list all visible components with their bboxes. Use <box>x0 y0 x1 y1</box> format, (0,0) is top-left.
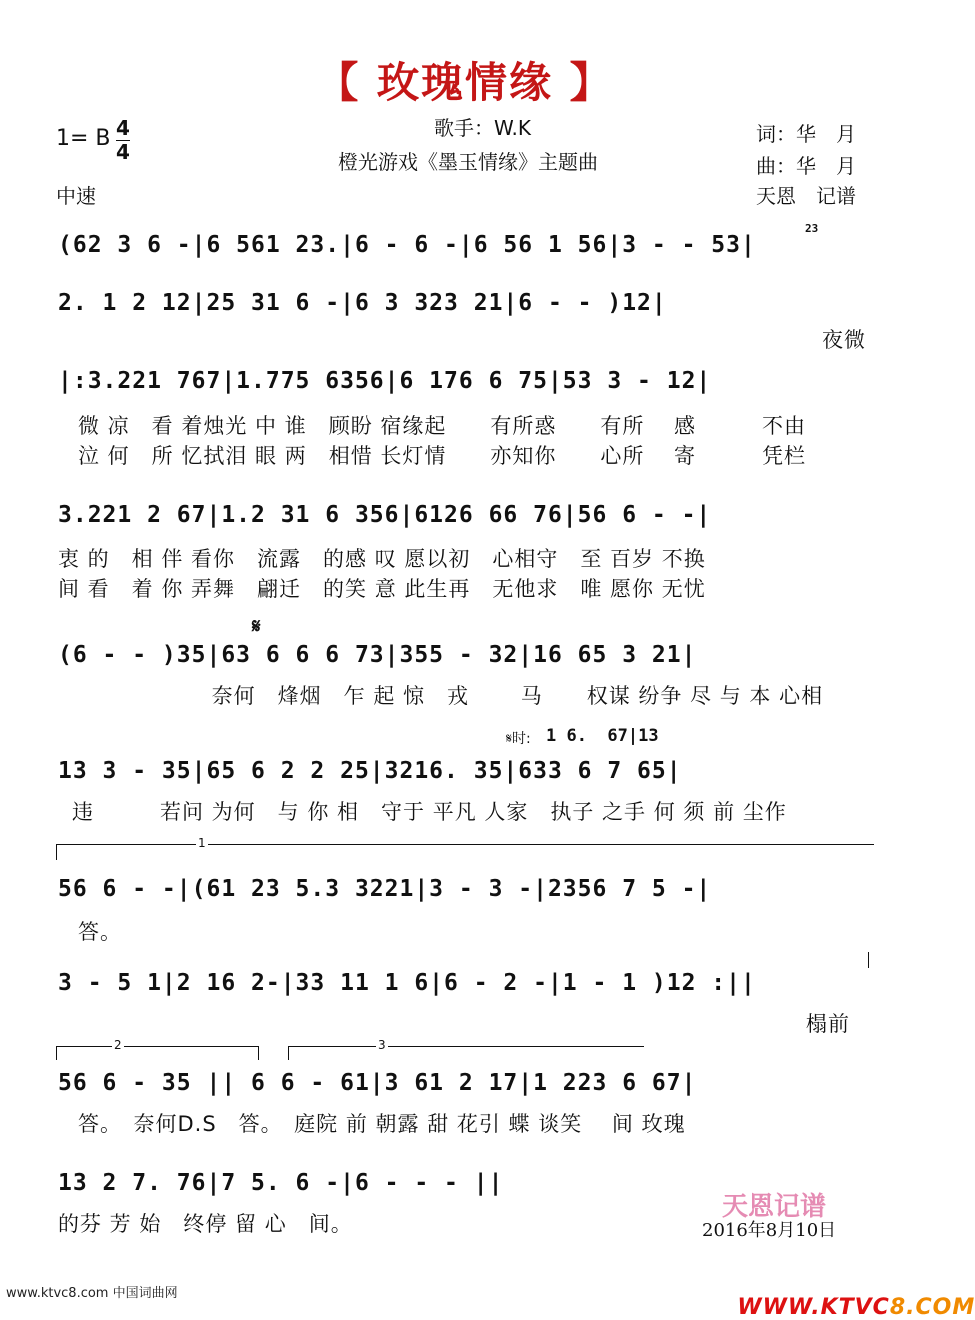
notation-row: 13 2 7. 76|7 5. 6 -|6 - - - || <box>58 1170 504 1196</box>
subtitle: 橙光游戏《墨玉情缘》主题曲 <box>338 150 598 174</box>
notation-row: (6 - - )35|63 6 6 6 73|355 - 32|16 65 3 21| <box>58 642 697 668</box>
lyric-line: 奈何 烽烟 乍 起 惊 戎 马 权谋 纷争 尽 与 本 心相 <box>116 684 824 708</box>
lyric-line: 违 若问 为何 与 你 相 守于 平凡 人家 执子 之手 何 须 前 尘作 <box>72 800 787 824</box>
site-text: www.ktvc8.com 中国词曲网 <box>6 1286 178 1301</box>
volta-number: 2 <box>114 1038 122 1052</box>
volta-bracket <box>258 1046 259 1060</box>
volta-number: 3 <box>378 1038 386 1052</box>
notation-row: |:3.221 767|1.775 6356|6 176 6 75|53 3 - 12| <box>58 368 712 394</box>
notation-row: 3 - 5 1|2 16 2-|33 11 1 6|6 - 2 -|1 - 1 )12 :|| <box>58 970 756 996</box>
composer-credit: 曲：华 月 <box>756 154 856 178</box>
time-signature-top: 4 <box>116 116 130 140</box>
site-logo <box>720 1270 975 1320</box>
lyric-line: 的芬 芳 始 终停 留 心 间。 <box>58 1212 353 1236</box>
logo-accent: 8.COM <box>889 1295 975 1320</box>
lyric-line: 泣 何 所 忆拭泪 眼 两 相惜 长灯情 亦知你 心所 寄 凭栏 <box>78 444 807 468</box>
notation-row: 2. 1 2 12|25 31 6 -|6 3 323 21|6 - - )12| <box>58 290 667 316</box>
song-title: 【 玫瑰情缘 】 <box>316 58 614 107</box>
lyricist-credit: 词：华 月 <box>756 122 856 146</box>
volta-bracket <box>56 844 874 845</box>
volta-bracket <box>56 1046 258 1047</box>
time-signature-bottom: 4 <box>116 140 130 164</box>
lyric-line: 夜微 <box>822 328 866 352</box>
singer-credit: 歌手：W.K <box>434 116 531 140</box>
notation-row: (62 3 6 -|6 561 23.|6 - 6 -|6 56 1 56|3 - - 53| <box>58 232 756 258</box>
lyric-line: 间 看 着 你 弄舞 翩迁 的笑 意 此生再 无他求 唯 愿你 无忧 <box>58 577 706 601</box>
transcriber-credit: 天恩 记谱 <box>756 184 856 208</box>
notation-row: 3.221 2 67|1.2 31 6 356|6126 66 76|56 6 - -| <box>58 502 712 528</box>
segno-mark: 𝄋 <box>252 614 261 638</box>
date-label: 2016年8月10日 <box>702 1220 837 1241</box>
key-signature: 1= B <box>56 126 111 151</box>
segno-jump-label: 𝄋时: <box>506 731 531 747</box>
notation-row: 56 6 - -|(61 23 5.3 3221|3 - 3 -|2356 7 5 -| <box>58 876 712 902</box>
lyric-line: 榻前 <box>806 1012 850 1036</box>
lyric-line: 答。 奈何D.S 答。 庭院 前 朝露 甜 花引 蝶 谈笑 间 玫瑰 <box>78 1112 686 1136</box>
volta-number: 1 <box>198 836 206 850</box>
lyric-line: 答。 <box>78 920 122 944</box>
notation-row: 13 3 - 35|65 6 2 2 25|3216. 35|633 6 7 65| <box>58 758 682 784</box>
segno-jump-notes: 1 6. 67|13 <box>546 726 659 746</box>
volta-bracket <box>288 1046 289 1060</box>
grace-note: 23 <box>805 222 819 235</box>
volta-bracket <box>56 844 57 860</box>
volta-bracket <box>56 1046 57 1060</box>
volta-bracket <box>868 952 869 968</box>
notation-row: 56 6 - 35 || 6 6 - 61|3 61 2 17|1 223 6 67| <box>58 1070 697 1096</box>
tempo-mark: 中速 <box>56 184 96 208</box>
lyric-line: 衷 的 相 伴 看你 流露 的感 叹 愿以初 心相守 至 百岁 不换 <box>58 547 706 571</box>
lyric-line: 微 凉 看 着烛光 中 谁 顾盼 宿缘起 有所惑 有所 感 不由 <box>78 414 807 438</box>
logo-main: WWW.KTVC <box>737 1295 890 1320</box>
volta-bracket <box>288 1046 644 1047</box>
transcriber-stamp: 天恩记谱 <box>722 1192 827 1222</box>
